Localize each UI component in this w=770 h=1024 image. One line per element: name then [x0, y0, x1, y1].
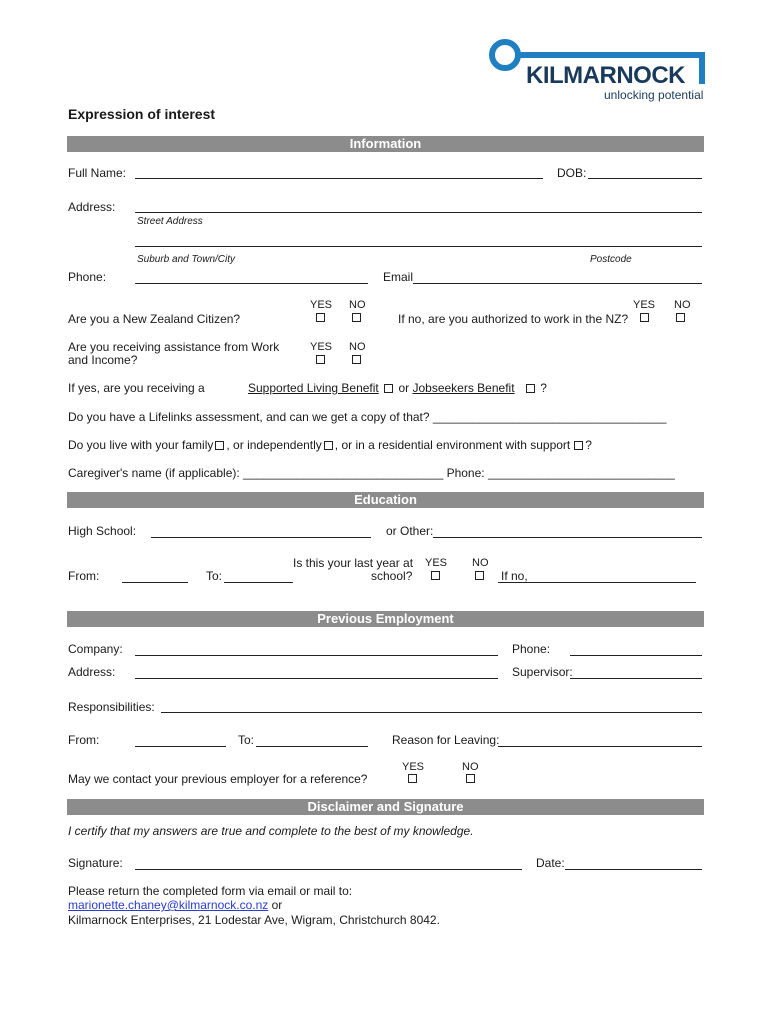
postcode-hint: Postcode	[590, 254, 632, 265]
edu-from-label: From:	[68, 569, 100, 583]
street-address-field[interactable]	[135, 212, 702, 213]
signature-field[interactable]	[135, 869, 522, 870]
phone-label: Phone:	[68, 270, 107, 284]
or-text: or	[398, 381, 410, 395]
living-family-checkbox[interactable]	[215, 441, 224, 450]
living-family-label: Do you live with your family	[68, 438, 214, 452]
no-label: NO	[349, 299, 366, 311]
last-year-question-line2: school?	[371, 569, 413, 583]
lifelinks-question: Do you have a Lifelinks assessment, and can we get a copy of that? ___________________________________	[68, 410, 667, 424]
emp-address-label: Address:	[68, 665, 116, 679]
edu-from-field[interactable]	[122, 582, 188, 583]
full-name-label: Full Name:	[68, 166, 127, 180]
living-residential-label: , or in a residential environment with support	[334, 438, 571, 452]
return-email-row	[68, 898, 282, 912]
reason-label: Reason for Leaving:	[392, 733, 500, 747]
supervisor-field[interactable]	[570, 678, 702, 679]
living-independent-checkbox[interactable]	[324, 441, 333, 450]
address-label: Address:	[68, 200, 116, 214]
dob-field[interactable]	[588, 178, 702, 179]
jobseekers-label: Jobseekers Benefit	[412, 381, 515, 395]
last-year-question-line1: Is this your last year at	[293, 556, 414, 570]
nz-citizen-question: Are you a New Zealand Citizen?	[68, 312, 241, 326]
emp-to-label: To:	[238, 733, 255, 747]
or-other-label: or Other:	[386, 524, 434, 538]
logo-tagline: unlocking potential	[604, 88, 704, 102]
contact-yes-checkbox[interactable]	[408, 774, 417, 783]
supervisor-label: Supervisor:	[512, 665, 573, 679]
winz-no-checkbox[interactable]	[352, 355, 361, 364]
section-education: Education	[67, 492, 704, 508]
if-no-field[interactable]	[498, 582, 696, 583]
high-school-label: High School:	[68, 524, 137, 538]
return-address: Kilmarnock Enterprises, 21 Lodestar Ave, Wigram, Christchurch 8042.	[68, 913, 440, 927]
winz-yes-checkbox[interactable]	[316, 355, 325, 364]
no-label: NO	[349, 341, 366, 353]
return-instructions: Please return the completed form via email or mail to:	[68, 884, 353, 898]
no-label: NO	[674, 299, 691, 311]
no-label: NO	[472, 557, 489, 569]
phone-field[interactable]	[135, 283, 368, 284]
supported-living-checkbox[interactable]	[384, 384, 393, 393]
responsibilities-field[interactable]	[161, 712, 702, 713]
edu-to-field[interactable]	[224, 582, 293, 583]
yes-label: YES	[310, 299, 333, 311]
nz-citizen-no-checkbox[interactable]	[352, 313, 361, 322]
supported-living-label: Supported Living Benefit	[248, 381, 379, 395]
company-field[interactable]	[135, 655, 498, 656]
signature-label: Signature:	[68, 856, 123, 870]
emp-address-field[interactable]	[135, 678, 498, 679]
dob-label: DOB:	[557, 166, 587, 180]
authorized-yes-checkbox[interactable]	[640, 313, 649, 322]
caregiver-row[interactable]: Caregiver's name (if applicable): ______________________________ Phone: ____________________________	[68, 466, 675, 480]
emp-phone-label: Phone:	[512, 642, 551, 656]
yes-label: YES	[310, 341, 333, 353]
date-field[interactable]	[565, 869, 702, 870]
living-question	[68, 438, 592, 452]
contact-no-checkbox[interactable]	[466, 774, 475, 783]
suburb-field[interactable]	[135, 246, 702, 247]
email-field[interactable]	[413, 283, 702, 284]
nz-citizen-yes-checkbox[interactable]	[316, 313, 325, 322]
emp-to-field[interactable]	[256, 746, 368, 747]
living-independent-label: , or independently	[226, 438, 322, 452]
winz-question-line1: Are you receiving assistance from Work	[68, 340, 280, 354]
email-label: Email	[383, 270, 414, 284]
reason-field[interactable]	[498, 746, 702, 747]
edu-to-label: To:	[206, 569, 223, 583]
emp-from-label: From:	[68, 733, 100, 747]
return-email-link[interactable]: marionette.chaney@kilmarnock.co.nz	[68, 898, 269, 912]
responsibilities-label: Responsibilities:	[68, 700, 155, 714]
emp-from-field[interactable]	[135, 746, 226, 747]
page-title: Expression of interest	[68, 106, 216, 122]
receiving-question: If yes, are you receiving a	[68, 381, 205, 395]
date-label: Date:	[536, 856, 565, 870]
other-school-field[interactable]	[433, 537, 702, 538]
question-mark: ?	[540, 381, 547, 395]
suburb-hint: Suburb and Town/City	[137, 254, 236, 265]
high-school-field[interactable]	[151, 537, 371, 538]
last-year-yes-checkbox[interactable]	[431, 571, 440, 580]
benefit-row	[248, 381, 547, 395]
section-disclaimer: Disclaimer and Signature	[67, 799, 704, 815]
or-text: or	[268, 898, 283, 912]
company-label: Company:	[68, 642, 123, 656]
emp-phone-field[interactable]	[570, 655, 702, 656]
full-name-field[interactable]	[135, 178, 543, 179]
authorized-no-checkbox[interactable]	[676, 313, 685, 322]
section-employment: Previous Employment	[67, 611, 704, 627]
logo	[488, 38, 710, 104]
contact-question: May we contact your previous employer for a reference?	[68, 772, 368, 786]
living-residential-checkbox[interactable]	[574, 441, 583, 450]
winz-question-line2: and Income?	[68, 353, 138, 367]
jobseekers-checkbox[interactable]	[526, 384, 535, 393]
certify-statement: I certify that my answers are true and complete to the best of my knowledge.	[68, 824, 474, 838]
section-information: Information	[67, 136, 704, 152]
authorized-question: If no, are you authorized to work in the NZ?	[398, 312, 629, 326]
no-label: NO	[462, 761, 479, 773]
last-year-no-checkbox[interactable]	[475, 571, 484, 580]
street-address-hint: Street Address	[137, 216, 203, 227]
yes-label: YES	[633, 299, 656, 311]
yes-label: YES	[402, 761, 425, 773]
yes-label: YES	[425, 557, 448, 569]
if-no-label: If no,	[501, 569, 528, 583]
living-question-end: ?	[585, 438, 592, 452]
logo-name: KILMARNOCK	[526, 62, 685, 89]
